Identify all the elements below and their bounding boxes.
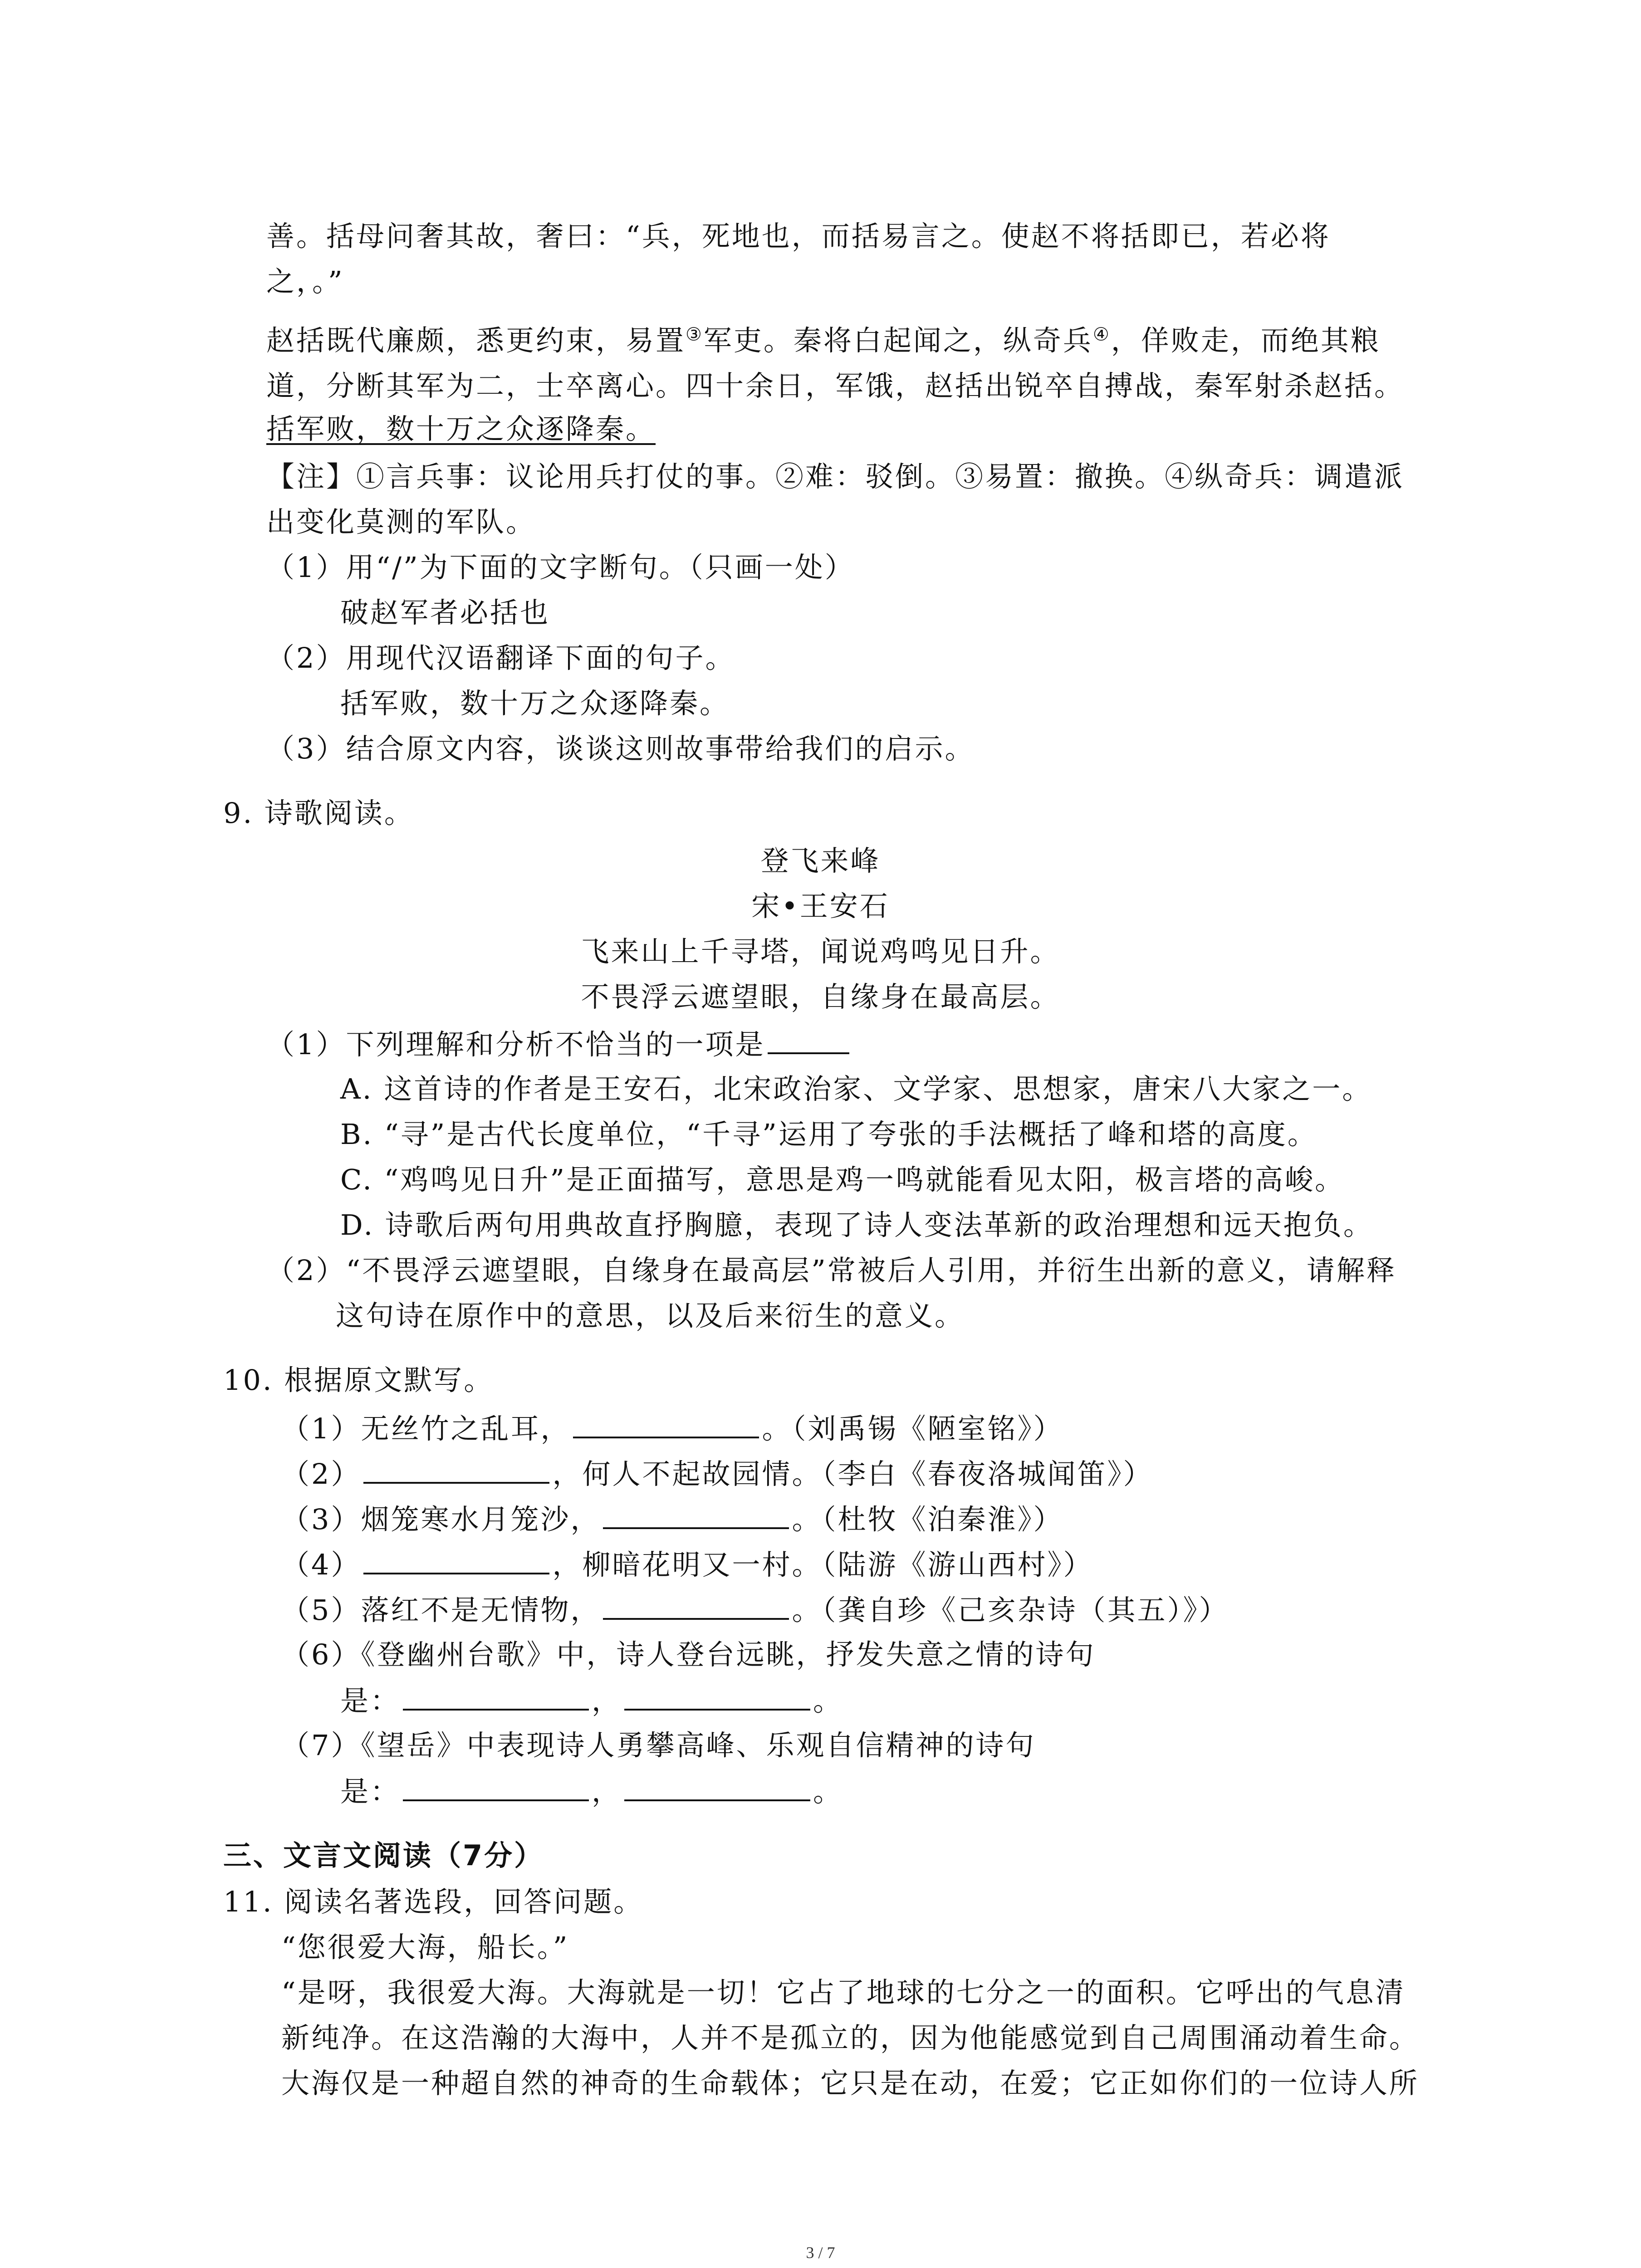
fill-prompt: （5）落红不是无情物， [281, 1593, 601, 1627]
fill-item [281, 1590, 1229, 1630]
answer-blank[interactable] [573, 1408, 759, 1438]
sub-question: 这句诗在原作中的意思，以及后来衍生的意义。 [336, 1299, 965, 1332]
sub-question: （2）用现代汉语翻译下面的句子。 [266, 641, 735, 675]
sub-question-text: 括军败，数十万之众逐降秦。 [340, 687, 730, 720]
sub-question-text: （1）下列理解和分析不恰当的一项是 [266, 1028, 765, 1061]
passage-line: 善。括母问奢其故，奢曰：“兵，死地也，而括易言之。使赵不将括即已，若必将 [266, 220, 1331, 253]
fill-end: 。 [813, 1684, 843, 1717]
answer-blank[interactable] [768, 1024, 849, 1054]
sub-question: （3）结合原文内容，谈谈这则故事带给我们的启示。 [266, 732, 975, 765]
fill-prompt: （1）无丝竹之乱耳， [281, 1412, 571, 1445]
fill-sep: ， [592, 1775, 622, 1808]
passage-line-underlined [266, 410, 656, 449]
page-number: 3 / 7 [806, 2244, 835, 2262]
answer-blank[interactable] [363, 1454, 549, 1484]
fill-prompt: （4） [281, 1548, 361, 1581]
section-heading: 三、文言文阅读（7分） [223, 1839, 544, 1872]
passage-line: 道，分断其军为二，士卒离心。四十余日，军饿，赵括出锐卒自搏战，秦军射杀赵括。 [266, 369, 1405, 402]
fill-prompt: 是： [340, 1684, 401, 1717]
question-heading: 11. 阅读名著选段，回答问题。 [223, 1885, 644, 1918]
fill-end: 。 [813, 1775, 843, 1808]
option-c: C. “鸡鸣见日升”是正面描写，意思是鸡一鸣就能看见太阳，极言塔的高峻。 [340, 1163, 1345, 1196]
question-heading: 10. 根据原文默写。 [223, 1364, 494, 1397]
answer-blank[interactable] [403, 1771, 589, 1801]
passage-text: ，佯败走，而绝其粮 [1111, 324, 1381, 357]
answer-blank[interactable] [403, 1681, 589, 1711]
passage-line [266, 321, 1381, 360]
fill-source: 。（刘禹锡《陋室铭》） [762, 1412, 1063, 1445]
fill-prompt: 是： [340, 1775, 401, 1808]
answer-blank[interactable] [624, 1681, 810, 1711]
excerpt-line: 新纯净。在这浩瀚的大海中，人并不是孤立的，因为他能感觉到自己周围涌动着生命。 [281, 2021, 1420, 2054]
fill-item [340, 1771, 843, 1811]
fill-source: 。（龚自珍《己亥杂诗（其五）》） [792, 1593, 1229, 1627]
underlined-sentence: 括军败，数十万之众逐降秦。 [266, 412, 656, 445]
answer-blank[interactable] [603, 1499, 789, 1529]
sub-question-text: 破赵军者必括也 [340, 596, 550, 629]
fill-prompt: （3）烟笼寒水月笼沙， [281, 1503, 601, 1536]
passage-text: 军吏。秦将白起闻之，纵奇兵 [703, 324, 1093, 357]
poem-line: 不畏浮云遮望眼，自缘身在最高层。 [581, 980, 1060, 1013]
excerpt-line: 大海仅是一种超自然的神奇的生命载体；它只是在动，在爱；它正如你们的一位诗人所 [281, 2067, 1420, 2100]
question-heading: 9. 诗歌阅读。 [223, 797, 414, 830]
excerpt-line: “是呀，我很爱大海。大海就是一切！它占了地球的七分之一的面积。它呼出的气息清 [281, 1976, 1406, 2009]
answer-blank[interactable] [603, 1590, 789, 1620]
answer-blank[interactable] [363, 1545, 549, 1574]
sub-question: （2）“不畏浮云遮望眼，自缘身在最高层”常被后人引用，并衍生出新的意义，请解释 [266, 1254, 1396, 1287]
fill-prompt: （2） [281, 1457, 361, 1491]
footnote-line: 出变化莫测的军队。 [266, 505, 536, 538]
fill-item [281, 1545, 1093, 1584]
fill-item [281, 1499, 1063, 1539]
footnote-line: 【注】①言兵事：议论用兵打仗的事。②难：驳倒。③易置：撤换。④纵奇兵：调遣派 [266, 460, 1405, 493]
fill-item [340, 1681, 843, 1721]
poem-author: 宋•王安石 [751, 890, 890, 923]
footnote-marker: ③ [686, 324, 704, 345]
answer-blank[interactable] [624, 1771, 810, 1801]
fill-item [281, 1454, 1153, 1494]
fill-source: ，何人不起故园情。（李白《春夜洛城闻笛》） [552, 1457, 1153, 1491]
poem-line: 飞来山上千寻塔，闻说鸡鸣见日升。 [581, 935, 1060, 968]
passage-text: 赵括既代廉颇，悉更约束，易置 [266, 324, 686, 357]
sub-question [266, 1024, 852, 1064]
excerpt-line: “您很爱大海，船长。” [281, 1931, 569, 1964]
fill-item: （6）《登幽州台歌》中，诗人登台远眺，抒发失意之情的诗句 [281, 1638, 1096, 1671]
poem-title: 登飞来峰 [760, 844, 881, 877]
option-a: A. 这首诗的作者是王安石，北宋政治家、文学家、思想家，唐宋八大家之一。 [340, 1072, 1372, 1105]
passage-line: 之，。” [266, 265, 344, 298]
option-d: D. 诗歌后两句用典故直抒胸臆，表现了诗人变法革新的政治理想和远天抱负。 [340, 1208, 1373, 1242]
fill-source: ，柳暗花明又一村。（陆游《游山西村》） [552, 1548, 1093, 1581]
fill-item: （7）《望岳》中表现诗人勇攀高峰、乐观自信精神的诗句 [281, 1729, 1036, 1762]
fill-sep: ， [592, 1684, 622, 1717]
sub-question: （1）用“/”为下面的文字断句。（只画一处） [266, 551, 855, 584]
footnote-marker: ④ [1092, 324, 1111, 345]
option-b: B. “寻”是古代长度单位，“千寻”运用了夸张的手法概括了峰和塔的高度。 [340, 1118, 1318, 1151]
fill-source: 。（杜牧《泊秦淮》） [792, 1503, 1063, 1536]
fill-item [281, 1408, 1063, 1448]
